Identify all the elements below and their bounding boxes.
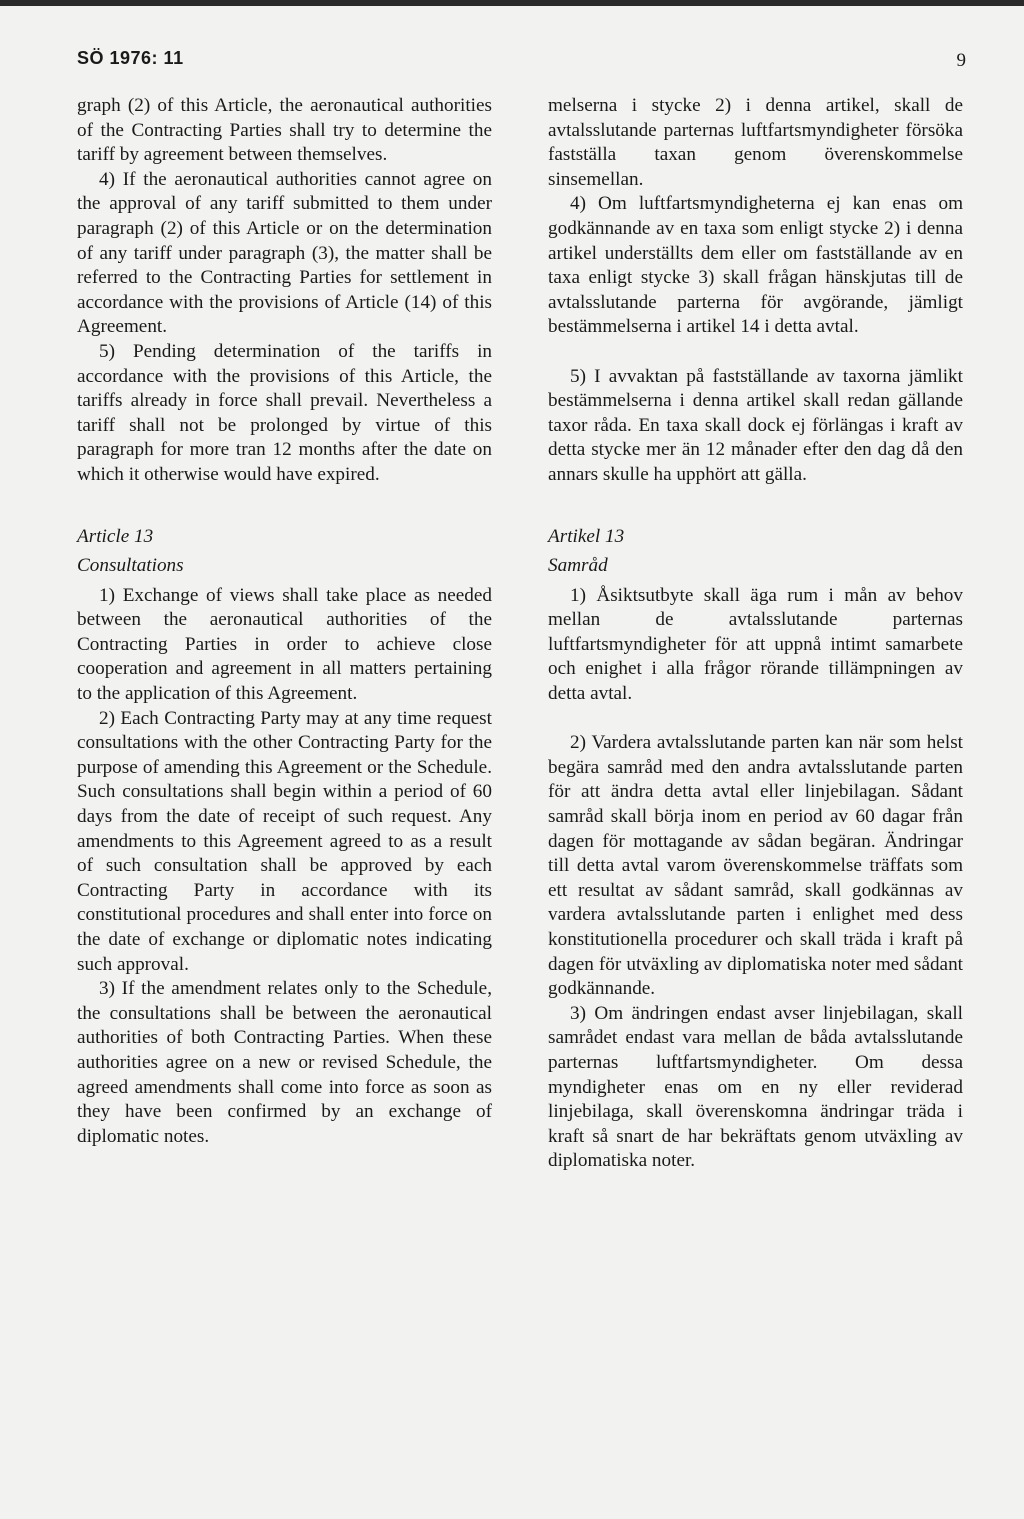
swedish-article-heading: Artikel 13	[548, 525, 625, 547]
document-reference: SÖ 1976: 11	[77, 48, 184, 68]
swedish-article-title: Samråd	[548, 555, 608, 577]
swedish-article-paragraph-1: 1) Åsiktsutbyte skall äga rum i mån av behov mellan de avtalsslutande parternas luftfartsmyndigheter för att uppnå intimt samarbete och enighet i alla frågor rörande tillämpningen av detta avtal.	[548, 584, 963, 705]
english-paragraph-4: 4) If the aeronautical authorities cannot agree on the approval of any tariff submitted to them under paragraph (2) of this Article or on the determination of any tariff under paragraph (3), the matter shall be referred to the Contracting Parties for settlement in accordance with the provisions of Article (14) of this Agreement.	[77, 168, 492, 338]
swedish-paragraph-intro: melserna i stycke 2) i denna artikel, skall de avtalsslutande parternas luftfartsmyndigheter försöka fastställa taxan genom överenskommelse sinsemellan.	[548, 95, 963, 190]
swedish-paragraph-5: 5) I avvaktan på fastställande av taxorna jämlikt bestämmelserna i denna artikel skall redan gällande taxor råda. En taxa skall dock ej förlängas i kraft av detta stycke mer än 12 månader efter den dag då den annars skulle ha upphört att gälla.	[548, 365, 963, 485]
english-article-paragraph-2: 2) Each Contracting Party may at any time request consultations with the other Contracting Party for the purpose of amending this Agreement or the Schedule. Such consultations shall begin within a period of 60 days from the date of receipt of such request. Any amendments to this Agreement agreed to as a result of such consultation shall be approved by each Contracting Party in accordance with its constitutional procedures and shall enter into force on the date of exchange or diplomatic notes indicating such approval.	[77, 707, 492, 975]
top-border-rule	[0, 0, 1024, 6]
english-column	[77, 94, 492, 1149]
english-article-heading: Article 13	[77, 525, 154, 547]
swedish-article-paragraph-2: 2) Vardera avtalsslutande parten kan när som helst begära samråd med den andra avtalsslutande parten för att ändra detta avtal eller linjebilagan. Sådant samråd skall börja inom en period av 60 dagar från dagen för mottagande av sådan begäran. Ändringar till detta avtal varom överenskommelse träffats som ett resultat av sådant samråd, skall godkännas av vardera avtalsslutande parten i enlighet med dess konstitutionella procedurer och skall träda i kraft på dagen för utväxling av diplomatiska noter med sådant godkännande.	[548, 732, 963, 1000]
english-paragraph-intro: graph (2) of this Article, the aeronautical authorities of the Contracting Parties shall try to determine the tariff by agreement between themselves.	[77, 95, 492, 166]
english-article-title: Consultations	[77, 555, 184, 577]
page-number: 9	[956, 50, 966, 71]
english-article-paragraph-3: 3) If the amendment relates only to the Schedule, the consultations shall be between the aeronautical authorities of both Contracting Parties. When these authorities agree on a new or revised Schedule, the agreed amendments shall come into force as soon as they have been confirmed by an exchange of diplomatic notes.	[77, 978, 492, 1147]
swedish-column	[548, 94, 963, 1174]
english-paragraph-5: 5) Pending determination of the tariffs in accordance with the provisions of this Article, the tariffs already in force shall prevail. Nevertheless a tariff shall not be prolonged by virtue of this paragraph for more tran 12 months after the date on which it otherwise would have expired.	[77, 340, 492, 485]
swedish-article-paragraph-3: 3) Om ändringen endast avser linjebilagan, skall samrådet endast vara mellan de båda avtalsslutande parternas luftfartsmyndigheter. Om dessa myndigheter enas om en ny eller reviderad linjebilaga, skall överenskomna ändringar träda i kraft så snart de har bekräftats genom utväxling av diplomatiska noter.	[548, 1002, 963, 1172]
english-article-paragraph-1: 1) Exchange of views shall take place as needed between the aeronautical authorities of the Contracting Parties in order to achieve close cooperation and agreement in all matters pertaining to the application of this Agreement.	[77, 584, 492, 705]
swedish-paragraph-4: 4) Om luftfartsmyndigheterna ej kan enas om godkännande av en taxa som enligt stycke 2) i denna artikel underställts dem eller om fastställande av en taxa enligt stycke 3) skall frågan hänskjutas till de avtalsslutande parterna för avgörande, jämligt bestämmelserna i artikel 14 i detta avtal.	[548, 193, 963, 338]
